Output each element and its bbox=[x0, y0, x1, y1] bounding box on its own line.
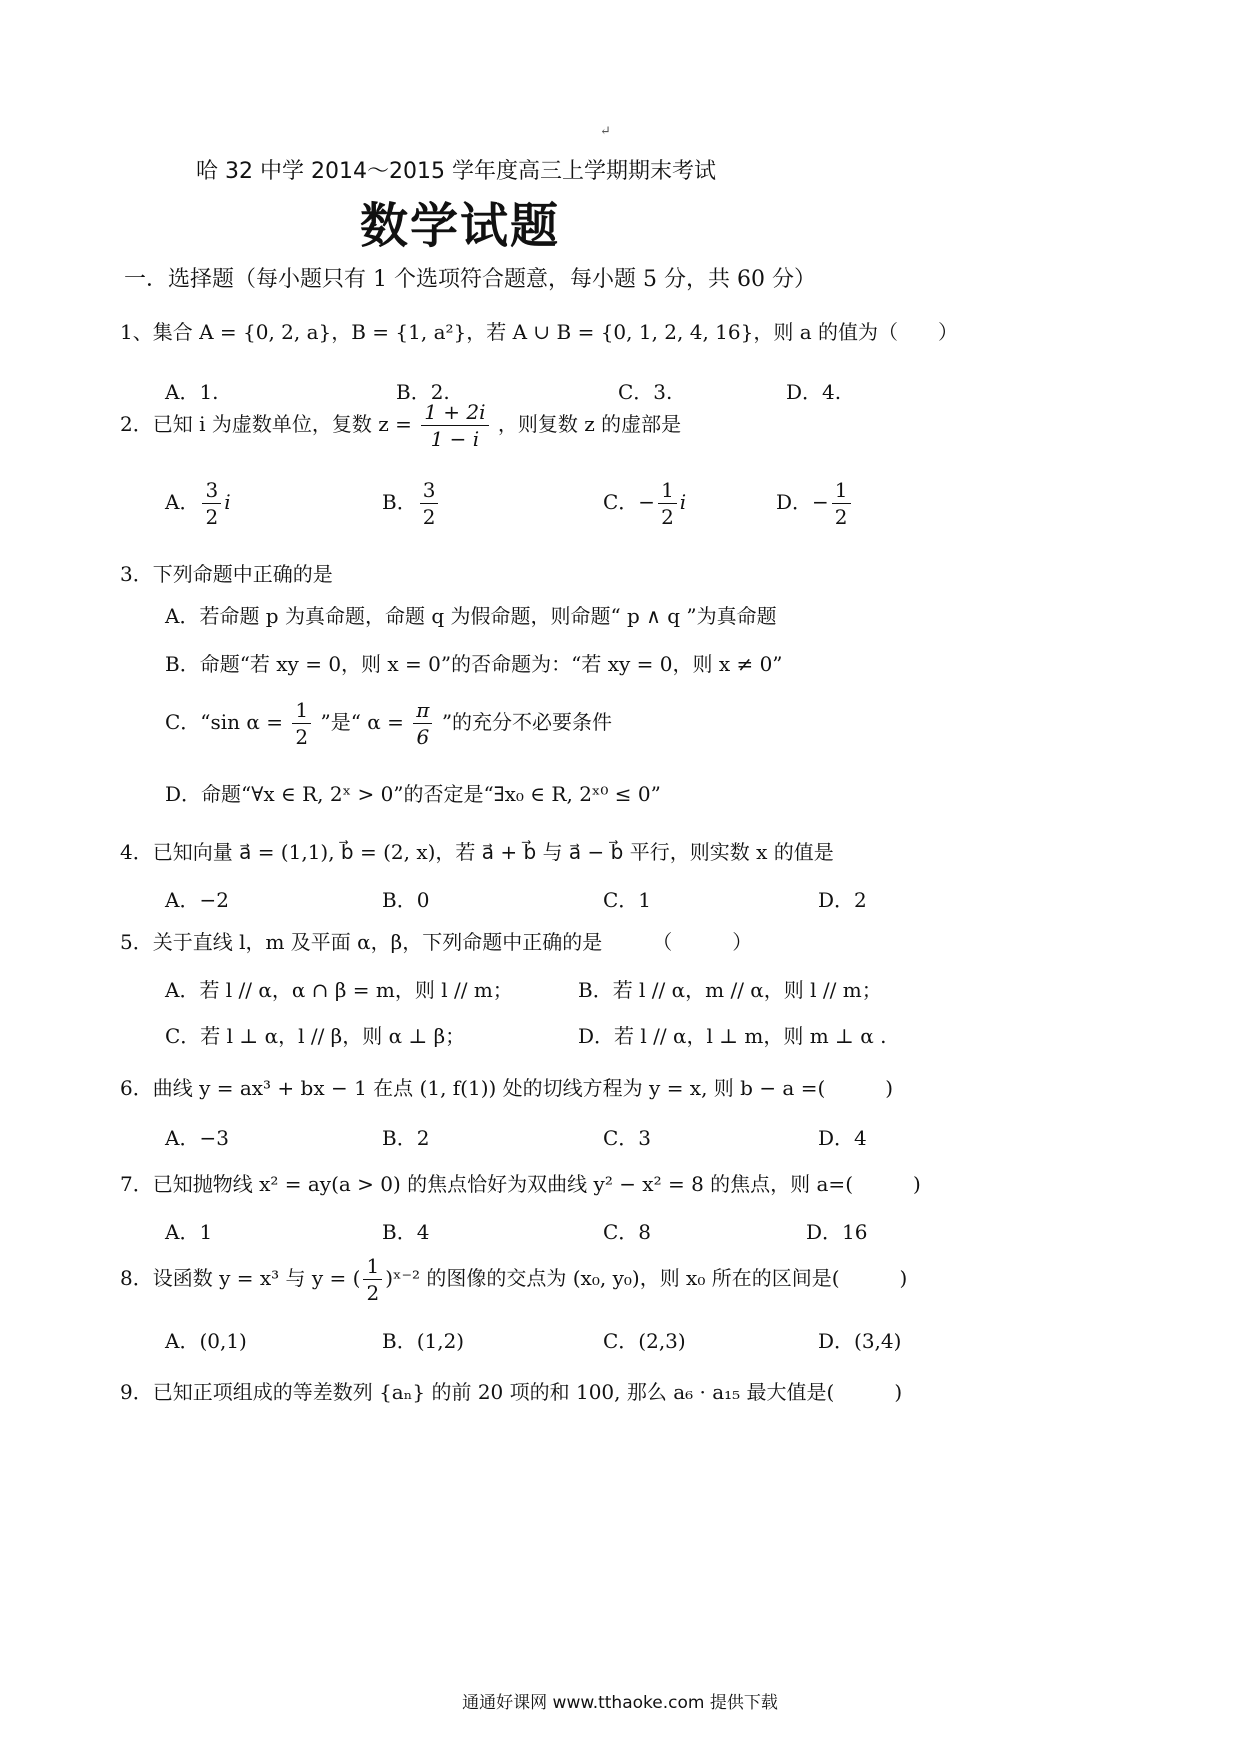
question-6: 6．曲线 y = ax³ + bx − 1 在点 (1, f(1)) 处的切线方程为 y = x, 则 b − a =( ) bbox=[120, 1076, 894, 1100]
q6-option-d: D．4 bbox=[818, 1126, 867, 1150]
q3-option-c: C．“sin α = $\frac{1}{2}$ ”是“ α = $\frac{\pi}{6}$ ”的充分不必要条件 bbox=[165, 698, 613, 749]
q7-option-c: C．8 bbox=[603, 1220, 652, 1244]
q3-option-a: A．若命题 p 为真命题，命题 q 为假命题，则命题“ p ∧ q ”为真命题 bbox=[165, 604, 777, 628]
section-heading: 一．选择题（每小题只有 1 个选项符合题意，每小题 5 分，共 60 分） bbox=[124, 267, 816, 292]
q7-option-b: B．4 bbox=[382, 1220, 430, 1244]
q5-option-d: D．若 l // α，l ⊥ m，则 m ⊥ α . bbox=[578, 1024, 887, 1048]
question-4: 4．已知向量 a⃗ = (1,1), b⃗ = (2, x)，若 a⃗ + b⃗ 与 a⃗ − b⃗ 平行，则实数 x 的值是 bbox=[120, 840, 834, 864]
q4-option-c: C．1 bbox=[603, 888, 652, 912]
q7-option-a: A．1 bbox=[165, 1220, 213, 1244]
q5-option-a: A．若 l // α，α ∩ β = m，则 l // m； bbox=[165, 978, 513, 1002]
question-1: 1、集合 A = {0, 2, a}，B = {1, a²}，若 A ∪ B = {0, 1, 2, 4, 16}，则 a 的值为（ ） bbox=[120, 320, 958, 344]
page-title: 数学试题 bbox=[360, 198, 561, 254]
q2-fraction bbox=[421, 402, 488, 449]
question-2 bbox=[120, 402, 681, 449]
q2-option-b: B． $\frac{3}{2}$ bbox=[382, 480, 441, 527]
q2-frac-den: 1 − i bbox=[430, 427, 480, 451]
q2-frac-num: 1 + 2i bbox=[421, 402, 488, 426]
q1-option-a: A．1. bbox=[165, 380, 219, 404]
footer-download-note: 通通好课网 www.tthaoke.com 提供下载 bbox=[462, 1693, 778, 1713]
q8-option-d: D．(3,4) bbox=[818, 1329, 902, 1353]
q8-option-c: C．(2,3) bbox=[603, 1329, 686, 1353]
q2-suffix: ，则复数 z 的虚部是 bbox=[497, 412, 682, 436]
q8-prefix: 8．设函数 y = x³ 与 y = ( bbox=[120, 1266, 361, 1290]
question-9: 9．已知正项组成的等差数列 {aₙ} 的前 20 项的和 100, 那么 a₆ · a₁₅ 最大值是( ) bbox=[120, 1380, 903, 1404]
q2-prefix: 2．已知 i 为虚数单位，复数 z = bbox=[120, 412, 412, 436]
q1-option-d: D．4. bbox=[786, 380, 842, 404]
q3-option-b: B．命题“若 xy = 0，则 x = 0”的否命题为：“若 xy = 0，则 x ≠ 0” bbox=[165, 652, 783, 676]
question-7: 7．已知抛物线 x² = ay(a > 0) 的焦点恰好为双曲线 y² − x² = 8 的焦点，则 a=( ) bbox=[120, 1172, 921, 1196]
q3-option-d: D．命题“∀x ∈ R, 2ˣ > 0”的否定是“∃x₀ ∈ R, 2ˣ⁰ ≤ 0” bbox=[165, 782, 661, 806]
q2-option-d: D．− $\frac{1}{2}$ bbox=[776, 480, 854, 527]
q5-option-b: B．若 l // α，m // α，则 l // m； bbox=[578, 978, 882, 1002]
q6-option-b: B．2 bbox=[382, 1126, 430, 1150]
q8-fraction: $\frac{1}{2}$ bbox=[363, 1256, 382, 1303]
q1-option-b: B．2. bbox=[396, 380, 450, 404]
question-8 bbox=[120, 1256, 907, 1303]
exam-school-header: 哈 32 中学 2014～2015 学年度高三上学期期末考试 bbox=[196, 159, 716, 184]
q8-option-a: A．(0,1) bbox=[165, 1329, 247, 1353]
q1-option-c: C．3. bbox=[618, 380, 673, 404]
q4-option-a: A．−2 bbox=[165, 888, 229, 912]
q8-suffix: )ˣ⁻² 的图像的交点为 (x₀, y₀)，则 x₀ 所在的区间是( ) bbox=[385, 1266, 908, 1290]
paragraph-mark: ↵ bbox=[600, 124, 611, 139]
q6-option-a: A．−3 bbox=[165, 1126, 229, 1150]
q2-option-a: A． $\frac{3}{2}$ i bbox=[165, 478, 231, 529]
q6-option-c: C．3 bbox=[603, 1126, 652, 1150]
q7-option-d: D．16 bbox=[806, 1220, 868, 1244]
q5-option-c: C．若 l ⊥ α，l // β，则 α ⊥ β； bbox=[165, 1024, 466, 1048]
q8-option-b: B．(1,2) bbox=[382, 1329, 465, 1353]
q4-option-d: D．2 bbox=[818, 888, 867, 912]
q2-option-c: C．− $\frac{1}{2}$ i bbox=[603, 478, 687, 529]
question-3: 3．下列命题中正确的是 bbox=[120, 562, 333, 586]
q4-option-b: B．0 bbox=[382, 888, 430, 912]
question-5: 5．关于直线 l，m 及平面 α，β，下列命题中正确的是 （ ） bbox=[120, 930, 753, 954]
